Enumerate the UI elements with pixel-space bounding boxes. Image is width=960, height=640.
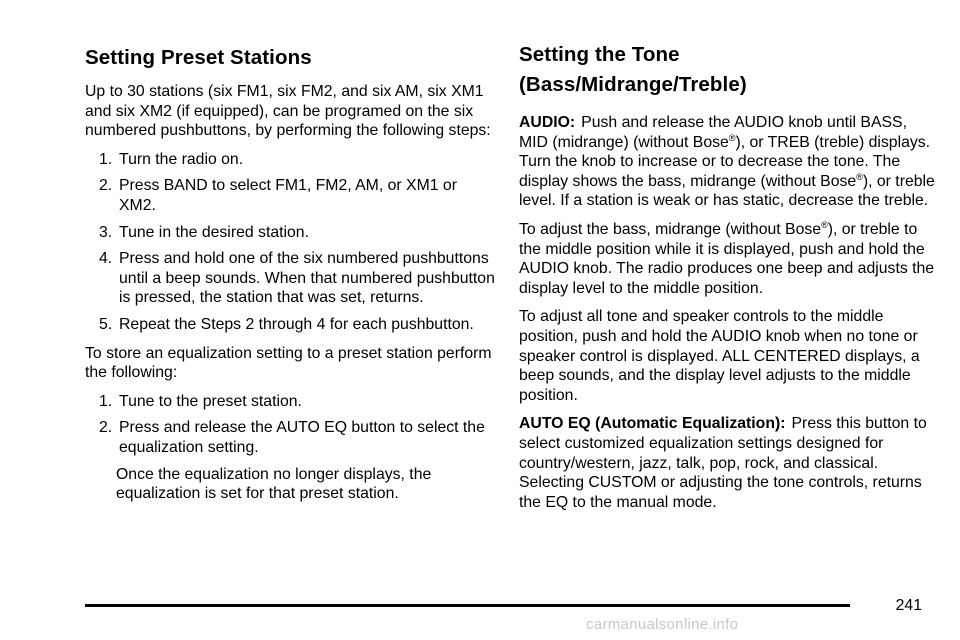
auto-eq-paragraph: AUTO EQ (Automatic Equalization): Press this button to select customized equalization settings designed for country/western, jazz, talk, pop, rock, and classical. Selecting CUSTOM or adjusting the tone controls, returns the EQ to the manual mode.	[519, 415, 927, 511]
eq-note: Once the equalization no longer displays, the equalization is set for that preset station.	[116, 465, 432, 503]
eq-intro: To store an equalization setting to a preset station perform the following:	[85, 344, 492, 382]
right-column	[519, 40, 939, 521]
left-column	[85, 40, 495, 504]
list-item: 3. Tune in the desired station.	[99, 223, 309, 241]
eq-steps-list	[85, 392, 495, 458]
registered-mark: ®	[821, 219, 828, 230]
section-heading-tone: Setting the Tone (Bass/Midrange/Treble)	[519, 43, 747, 96]
watermark: carmanualsonline.info	[586, 616, 739, 633]
list-item: 5. Repeat the Steps 2 through 4 for each pushbutton.	[99, 315, 474, 333]
preset-steps-list	[85, 150, 495, 335]
list-item: 2. Press and release the AUTO EQ button to select the equalization setting.	[99, 419, 485, 456]
registered-mark: ®	[856, 171, 863, 182]
section-heading-preset-stations: Setting Preset Stations	[85, 46, 312, 69]
adjust-paragraph: To adjust the bass, midrange (without Bose®), or treble to the middle position while it is displayed, push and hold the AUDIO knob. The radio produces one beep and adjusts the display level to the middle position.	[519, 219, 935, 297]
all-tone-paragraph: To adjust all tone and speaker controls to the middle position, push and hold the AUDIO knob when no tone or speaker control is displayed. ALL CENTERED displays, a beep sounds, and the display level adjusts to the middle position.	[519, 308, 920, 404]
list-item: 4. Press and hold one of the six numbered pushbuttons until a beep sounds. When that numbered pushbutton is pressed, the station that was set, returns.	[99, 250, 495, 307]
footer-rule	[85, 604, 850, 607]
audio-label: AUDIO:	[519, 114, 576, 131]
auto-eq-label: AUTO EQ (Automatic Equalization):	[519, 415, 786, 433]
list-item: 2. Press BAND to select FM1, FM2, AM, or XM1 or XM2.	[99, 177, 457, 214]
audio-paragraph: AUDIO: Push and release the AUDIO knob until BASS, MID (midrange) (without Bose®), or TREB (treble) displays. Turn the knob to increase or to decrease the tone. The display shows the bass, midrange (without Bose®), or treble level. If a station is weak or has static, decrease the treble.	[519, 114, 935, 210]
page-number: 241	[895, 597, 922, 614]
list-item: 1. Tune to the preset station.	[99, 392, 302, 410]
registered-mark: ®	[728, 132, 736, 143]
list-item: 1. Turn the radio on.	[99, 150, 244, 168]
preset-intro: Up to 30 stations (six FM1, six FM2, and six AM, six XM1 and six XM2 (if equipped), can be programed on the six numbered pushbuttons, by performing the following steps:	[85, 83, 491, 140]
